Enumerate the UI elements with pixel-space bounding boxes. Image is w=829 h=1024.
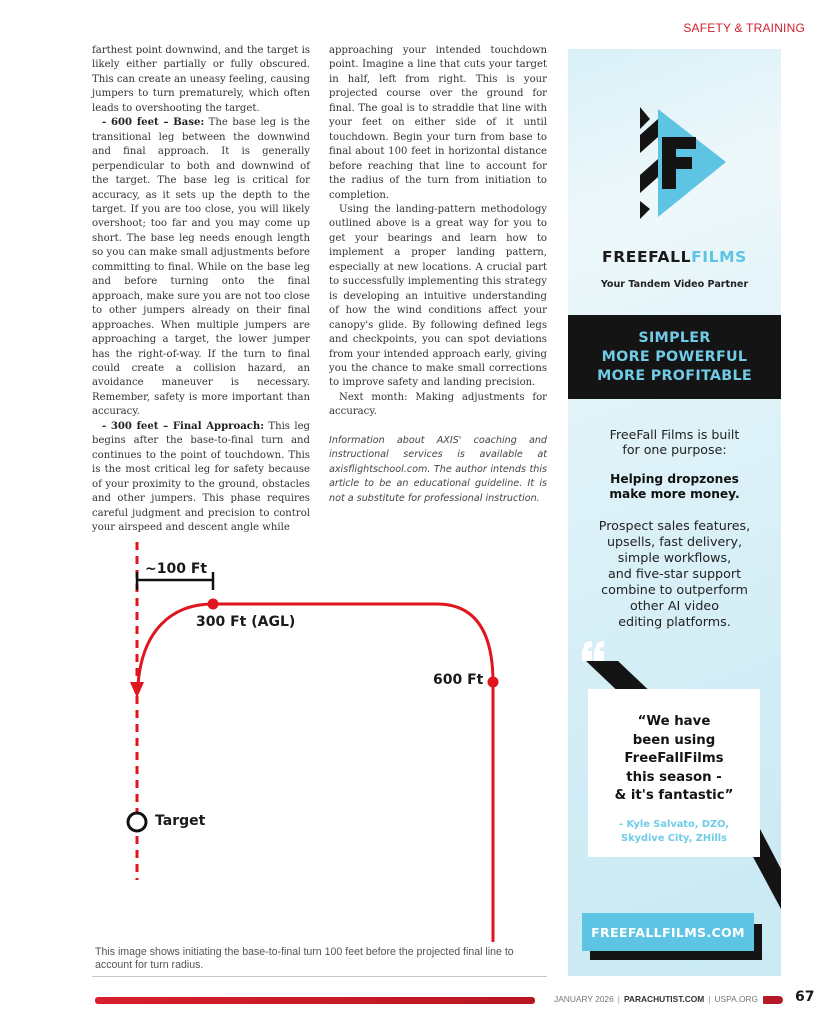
brand-name: FREEFALLFILMS — [602, 248, 747, 266]
article-middle-column — [329, 44, 547, 506]
paragraph: Using the landing-pattern methodology outlined above is a great way for you to get your bearings and learn how to implement a proper landing pattern, especially at new locations. A crucial part to successfully implementing this strategy is developing an intuitive understanding of how the wind conditions affect your canopy's glide. By following defined legs and checkpoints, you can spot deviations from your intended approach early, giving you the chance to make small corrections to improve safety and landing precision. — [329, 203, 547, 389]
distance-label: ~100 Ft — [145, 561, 208, 577]
paragraph: approaching your intended touchdown point. Imagine a line that cuts your target in half, left from right. This is your projected course over the ground for final. The goal is to straddle that line with your feet on either side of it until touchdown. Begin your turn from base to final about 100 feet in horizontal distance before reaching that line to account for the radius of the turn from initiation to completion. — [329, 45, 547, 201]
footer-tab-marker — [763, 996, 783, 1004]
testimonial-card — [588, 689, 760, 857]
value-proposition-band: SIMPLER MORE POWERFUL MORE PROFITABLE — [568, 315, 781, 399]
target-label: Target — [155, 813, 206, 829]
landing-pattern-diagram — [92, 530, 552, 945]
footer-accent-bar — [95, 997, 535, 1004]
paragraph-base-leg: - 600 feet – Base: The base leg is the transitional leg between the downwind and final approach. It is generally perpendicular to both and downwind of the target. The base leg is critical for accuracy, as it sets up the depth to the target. If you are too close, you will likely overshoot; too far and you may come up short. The base leg needs enough length so you can make small adjustments before committing to final. While on the base leg and before turning onto the final approach, make sure you are not too close to other jumpers already on their final approaches. When multiple jumpers are approaching a target, the lower jumper has the right-of-way. If the turn to final could create a collision hazard, an avoidance maneuver is necessary. Remember, safety is more important than accuracy. — [92, 117, 310, 418]
paragraph-final-approach: - 300 feet – Final Approach: This leg begins after the base-to-final turn and continues to the point of touchdown. This is the most critical leg for safety because of your proximity to the ground, obstacles and other jumpers. This phase requires careful judgment and precision to control your airspeed and descent angle while — [92, 420, 310, 533]
base-altitude-label: 600 Ft — [433, 672, 484, 688]
footer-credits: JANUARY 2026 | PARACHUTIST.COM | USPA.ORG — [554, 994, 759, 1004]
testimonial-quote: “We have been using FreeFallFilms this season - & it's fantastic” — [614, 714, 734, 803]
site-link[interactable]: PARACHUTIST.COM — [623, 994, 705, 1004]
freefall-films-ad[interactable] — [568, 49, 781, 976]
helping-text: Helping dropzones make more money. — [609, 472, 740, 501]
page-number: 67 — [795, 989, 815, 1005]
testimonial-author: - Kyle Salvato, DZO, Skydive City, ZHills — [619, 818, 729, 844]
issue-date: JANUARY 2026 — [554, 994, 614, 1004]
paragraph: farthest point downwind, and the target is likely either partially or fully obscured. This can create an uneasy feeling, causing jumpers to turn prematurely, which often leads to overshooting the target. — [92, 45, 310, 114]
turn-point-marker — [208, 599, 219, 610]
freefall-films-logo-icon — [636, 97, 726, 227]
features-text: Prospect sales features, upsells, fast delivery, simple workflows, and five-star support combine to outperform other AI video editing platforms. — [598, 518, 751, 629]
final-approach-label: - 300 feet – Final Approach: — [102, 420, 264, 432]
section-label: SAFETY & TRAINING — [683, 21, 805, 35]
caption-divider — [92, 976, 547, 977]
article-left-column — [92, 44, 310, 535]
pattern-lines-graphic — [92, 530, 552, 945]
base-point-marker — [488, 677, 499, 688]
base-leg-label: - 600 feet – Base: — [102, 117, 205, 129]
brand-tagline: Your Tandem Video Partner — [600, 279, 749, 290]
author-note: Information about AXIS' coaching and instructional services is available at axisflightschool.com. The author intends this article to be an educational guideline. It is not a substitute for professional instruction. — [329, 434, 547, 504]
target-icon — [128, 813, 146, 831]
next-month-note: Next month: Making adjustments for accuracy. — [329, 391, 547, 418]
turn-altitude-label: 300 Ft (AGL) — [196, 614, 296, 630]
diagram-caption: This image shows initiating the base-to-final turn 100 feet before the projected final line to account for turn radius. — [95, 946, 514, 971]
org-link[interactable]: USPA.ORG — [714, 994, 759, 1004]
purpose-text: FreeFall Films is built for one purpose: — [609, 427, 740, 457]
website-link-button[interactable]: FREEFALLFILMS.COM — [582, 913, 754, 951]
